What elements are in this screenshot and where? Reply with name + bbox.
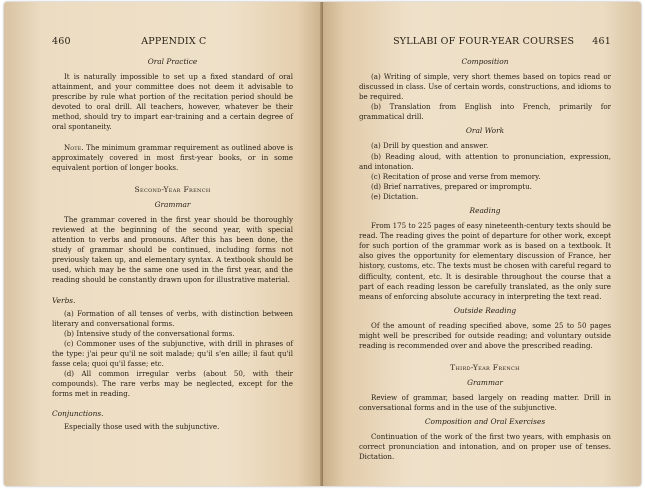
reading-paragraph: From 175 to 225 pages of easy nineteenth-century texts should be read. The reading gives the point of departure for other work, except for such portion of the grammar work as is based on a textbook. It also gives the opportunity for elementary discussion of France, her history, customs, etc. The texts must be chosen with careful regard to difficulty, content, etc. It is desirable throughout the course that a part of each reading lesson be carefully translated, as the only sure means of enforcing absolute accuracy in interpreting the text read. bbox=[359, 221, 611, 301]
third-year-heading: Third-Year French bbox=[450, 363, 520, 373]
third-year-grammar-heading: Grammar bbox=[467, 378, 503, 388]
right-page-number: 461 bbox=[592, 36, 611, 47]
note-label: Note. bbox=[64, 142, 84, 152]
composition-item-a: (a) Writing of simple, very short themes based on topics read or discussed in class. Use of certain words, constructions, and idioms to be required. bbox=[359, 72, 611, 102]
oral-work-item-a: (a) Drill by question and answer. bbox=[371, 141, 489, 151]
oral-practice-paragraph: It is naturally impossible to set up a fixed standard of oral attainment, and your committee does not deem it advisable to prescribe by rule what portion of the recitation period should be devoted to oral drill. All teachers, however, whatever be their method, should try to impart ear-training and a certain degree of oral spontaneity. bbox=[52, 72, 293, 132]
oral-work-item-c: (c) Recitation of prose and verse from memory. bbox=[371, 171, 541, 181]
grammar-heading: Grammar bbox=[154, 199, 191, 209]
composition-item-b: (b) Translation from English into French, primarily for grammatical drill. bbox=[359, 102, 611, 122]
second-year-heading: Second-Year French bbox=[134, 184, 211, 194]
verbs-item-d: (d) All common irregular verbs (about 50, with their compounds). The rare verbs may be neglected, except for the forms met in reading. bbox=[52, 369, 293, 399]
conjunctions-paragraph: Especially those used with the subjunctive. bbox=[64, 422, 220, 432]
verbs-item-c: (c) Commoner uses of the subjunctive, with drill in phrases of the type: j'ai peur qu'il ne soit malade; qu'il s'en aille; il faut qu'il fasse cela; quoi qu'il fasse; etc. bbox=[52, 338, 293, 368]
right-running-title: SYLLABI OF FOUR-YEAR COURSES bbox=[393, 36, 575, 47]
note-text: The minimum grammar requirement as outlined above is approximately covered in most first-year books, or in some equivalent portion of longer books. bbox=[52, 142, 293, 172]
oral-work-item-b: (b) Reading aloud, with attention to pronunciation, expression, and intonation. bbox=[359, 151, 611, 171]
left-running-title: APPENDIX C bbox=[141, 36, 207, 47]
verbs-item-b: (b) Intensive study of the conversational forms. bbox=[64, 328, 235, 338]
verbs-heading: Verbs. bbox=[52, 295, 76, 305]
left-page-number: 460 bbox=[52, 36, 71, 47]
third-year-grammar-paragraph: Review of grammar, based largely on reading matter. Drill in conversational forms and in the use of the subjunctive. bbox=[359, 393, 611, 413]
note-paragraph bbox=[52, 143, 293, 173]
composition-oral-paragraph: Continuation of the work of the first two years, with emphasis on correct pronunciation and intonation, and on proper use of tenses. Dictation. bbox=[359, 432, 611, 462]
grammar-paragraph: The grammar covered in the first year should be thoroughly reviewed at the beginning of the second year, with special attention to verbs and pronouns. After this has been done, the study of grammar should be continued, including forms not previously taken up, and elementary syntax. A textbook should be used, which may be the same one used in the first year, and the reading should be constantly drawn upon for illustrative material. bbox=[52, 214, 293, 285]
oral-work-heading: Oral Work bbox=[465, 126, 505, 136]
right-running-head bbox=[359, 36, 611, 47]
oral-work-item-d: (d) Brief narratives, prepared or impromptu. bbox=[371, 181, 532, 191]
outside-reading-heading: Outside Reading bbox=[453, 305, 517, 315]
reading-heading: Reading bbox=[469, 206, 501, 216]
left-page bbox=[4, 2, 323, 486]
left-running-head bbox=[52, 36, 293, 47]
outside-reading-paragraph: Of the amount of reading specified above, some 25 to 50 pages might well be prescribed for outside reading; and voluntary outside reading is recommended over and above the prescribed reading. bbox=[359, 320, 611, 350]
oral-practice-heading: Oral Practice bbox=[147, 57, 198, 66]
open-book bbox=[4, 2, 641, 486]
composition-oral-heading: Composition and Oral Exercises bbox=[424, 417, 546, 427]
right-page bbox=[323, 2, 641, 486]
composition-heading: Composition bbox=[461, 57, 509, 66]
conjunctions-heading: Conjunctions. bbox=[52, 409, 104, 419]
oral-work-item-e: (e) Dictation. bbox=[371, 191, 419, 201]
verbs-item-a: (a) Formation of all tenses of verbs, with distinction between literary and conversational forms. bbox=[52, 308, 293, 328]
